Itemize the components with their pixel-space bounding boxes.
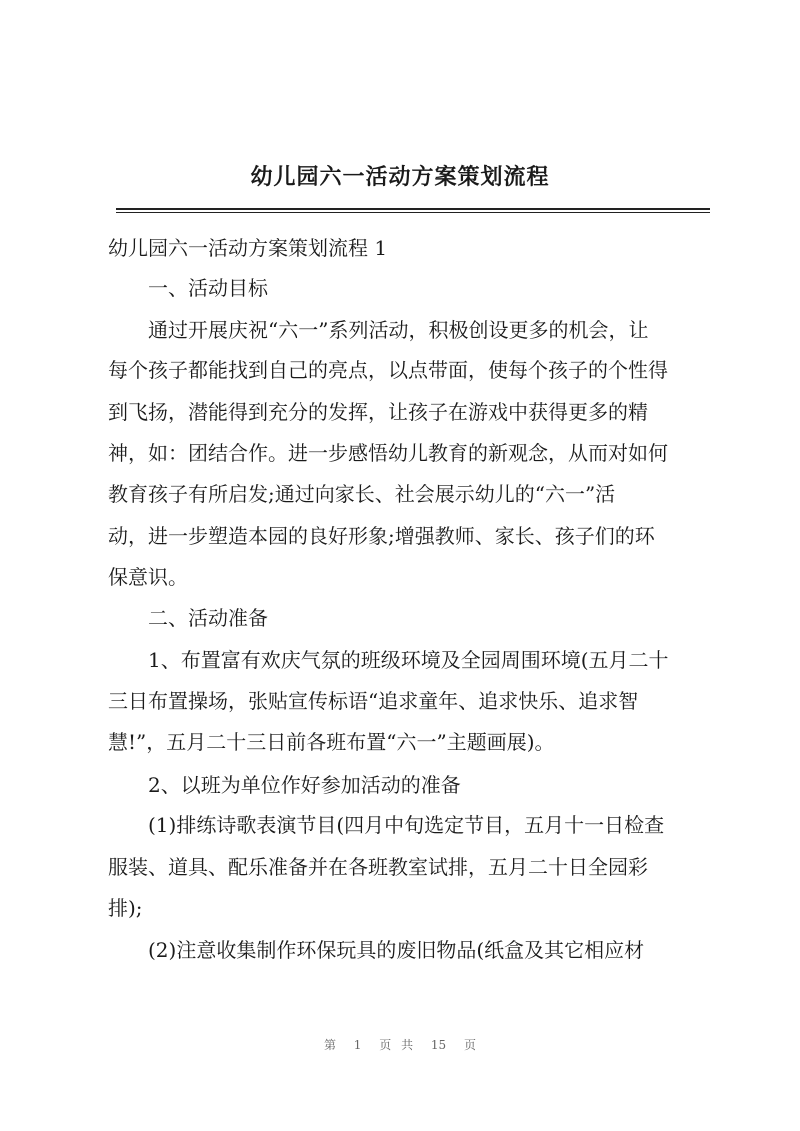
paragraph-line: 动，进一步塑造本园的良好形象;增强教师、家长、孩子们的环 xyxy=(108,524,655,548)
paragraph-line: (1)排练诗歌表演节目(四月中旬选定节目，五月十一日检查 xyxy=(148,813,665,837)
section-heading: 幼儿园六一活动方案策划流程 1 xyxy=(108,236,388,260)
paragraph-line: 服装、道具、配乐准备并在各班教室试排，五月二十日全园彩 xyxy=(108,855,648,879)
subheading-goals: 一、活动目标 xyxy=(148,276,268,300)
paragraph-line: 神，如：团结合作。进一步感悟幼儿教育的新观念，从而对如何 xyxy=(108,441,668,465)
footer-page-number: 1 xyxy=(353,1038,362,1052)
paragraph-line: 1、布置富有欢庆气氛的班级环境及全园周围环境(五月二十 xyxy=(148,648,669,672)
paragraph-line: 慧!”，五月二十三日前各班布置“六一”主题画展)。 xyxy=(108,730,555,754)
footer-middle: 页 共 xyxy=(379,1038,414,1052)
footer-total-pages: 15 xyxy=(430,1038,447,1052)
paragraph-line: 教育孩子有所启发;通过向家长、社会展示幼儿的“六一”活 xyxy=(108,482,616,506)
document-title: 幼儿园六一活动方案策划流程 xyxy=(250,164,550,190)
paragraph-line: 保意识。 xyxy=(108,565,188,589)
paragraph-line: 三日布置操场，张贴宣传标语“追求童年、追求快乐、追求智 xyxy=(108,689,639,713)
footer-suffix: 页 xyxy=(464,1038,477,1052)
paragraph-line: 每个孩子都能找到自己的亮点，以点带面，使每个孩子的个性得 xyxy=(108,358,668,382)
paragraph-line: (2)注意收集制作环保玩具的废旧物品(纸盒及其它相应材 xyxy=(148,938,645,962)
title-divider xyxy=(116,208,710,213)
paragraph-line: 到飞扬，潜能得到充分的发挥，让孩子在游戏中获得更多的精 xyxy=(108,400,648,424)
subheading-preparation: 二、活动准备 xyxy=(148,606,268,630)
paragraph-line: 2、以班为单位作好参加活动的准备 xyxy=(148,773,461,797)
page-footer xyxy=(0,1036,800,1053)
paragraph-line: 排); xyxy=(108,896,143,920)
paragraph-line: 通过开展庆祝“六一”系列活动，积极创设更多的机会，让 xyxy=(148,318,649,342)
footer-prefix: 第 xyxy=(323,1038,336,1052)
